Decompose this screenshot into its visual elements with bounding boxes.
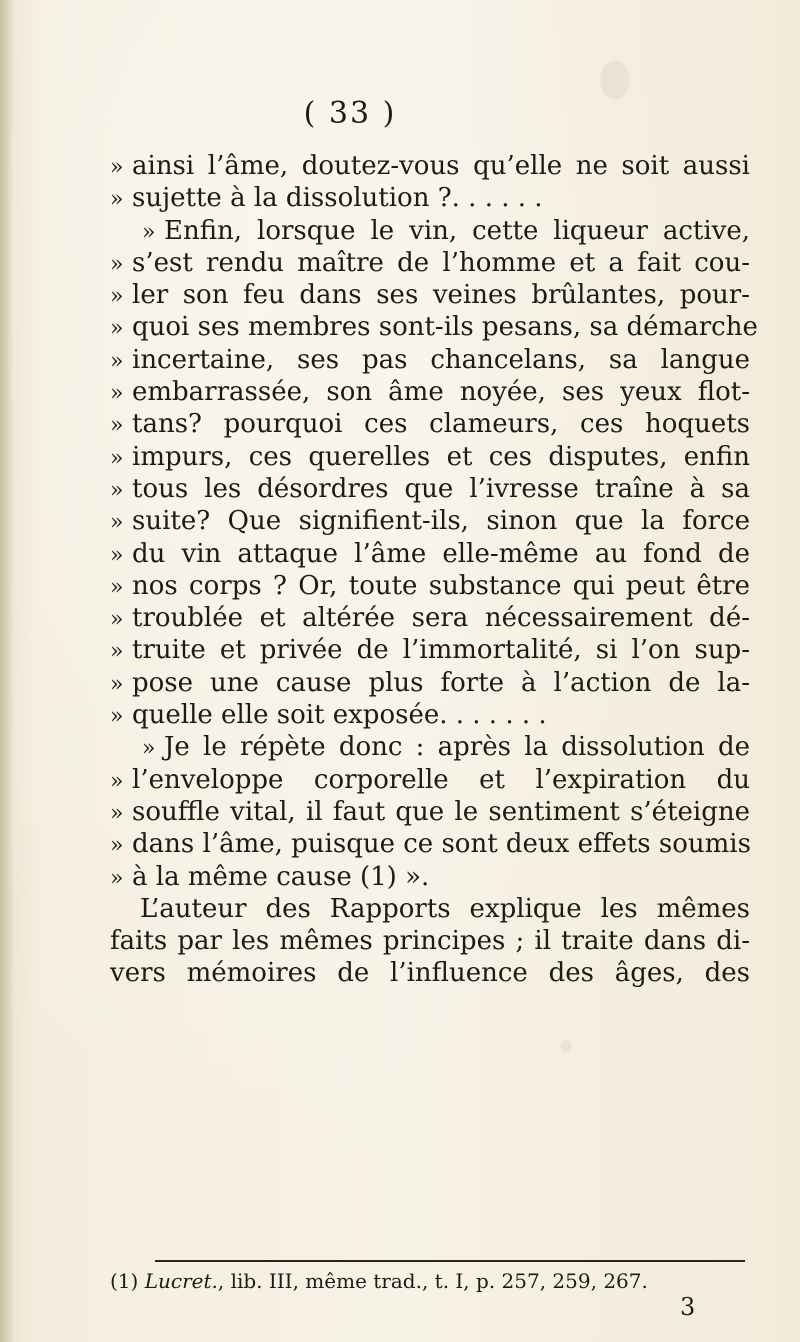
quote-mark: » bbox=[110, 768, 124, 794]
text-line bbox=[110, 182, 750, 214]
body-text bbox=[110, 150, 758, 990]
footnote-author: Lucret. bbox=[144, 1269, 218, 1293]
quote-mark: » bbox=[110, 381, 124, 407]
quote-mark: » bbox=[110, 671, 124, 697]
quote-mark: » bbox=[110, 155, 124, 180]
text-line bbox=[110, 408, 750, 440]
quote-mark: » bbox=[142, 219, 156, 245]
text-line bbox=[110, 731, 750, 763]
text-line bbox=[110, 893, 750, 925]
paper-stain bbox=[600, 60, 630, 100]
quote-mark: » bbox=[110, 187, 124, 213]
signature-mark: 3 bbox=[680, 1293, 696, 1321]
footnote bbox=[110, 1268, 750, 1294]
quote-mark: » bbox=[110, 574, 124, 600]
line-text: pose une cause plus forte à l’action de la- bbox=[132, 667, 750, 698]
text-line bbox=[110, 667, 750, 699]
text-line bbox=[110, 861, 750, 893]
quote-mark: » bbox=[110, 510, 124, 536]
quote-mark: » bbox=[110, 348, 124, 374]
text-line bbox=[110, 925, 750, 957]
quote-mark: » bbox=[110, 413, 124, 439]
line-text: dans l’âme, puisque ce sont deux effets soumis bbox=[132, 829, 751, 860]
line-text: tous les désordres que l’ivresse traîne à sa bbox=[132, 473, 750, 504]
line-text: sujette à la dissolution ?. . . . . . bbox=[132, 183, 543, 214]
quote-mark: » bbox=[110, 607, 124, 633]
footnote-reference: , lib. III, même trad., t. I, p. 257, 259, 267. bbox=[217, 1269, 648, 1293]
quote-mark: » bbox=[110, 284, 124, 310]
text-line bbox=[110, 538, 750, 570]
text-line bbox=[110, 344, 750, 376]
text-line bbox=[110, 247, 750, 279]
line-text: ainsi l’âme, doutez-vous qu’elle ne soit aussi bbox=[132, 151, 750, 181]
line-text: l’enveloppe corporelle et l’expiration du bbox=[132, 764, 750, 795]
line-text: embarrassée, son âme noyée, ses yeux flot- bbox=[132, 377, 750, 408]
text-line bbox=[110, 473, 750, 505]
line-text: nos corps ? Or, toute substance qui peut être bbox=[132, 570, 750, 601]
line-text: souffle vital, il faut que le sentiment s’éteigne bbox=[132, 796, 750, 827]
text-line bbox=[110, 602, 750, 634]
line-text: du vin attaque l’âme elle-même au fond de bbox=[132, 538, 750, 569]
line-text: impurs, ces querelles et ces disputes, enfin bbox=[132, 441, 750, 472]
line-text: L’auteur des Rapports explique les mêmes bbox=[140, 893, 750, 924]
page-number: ( 33 ) bbox=[303, 96, 397, 131]
quote-mark: » bbox=[110, 477, 124, 503]
quote-mark: » bbox=[110, 800, 124, 826]
text-line bbox=[110, 796, 750, 828]
line-text: ler son feu dans ses veines brûlantes, pour- bbox=[132, 280, 750, 311]
text-line bbox=[110, 441, 750, 473]
text-line bbox=[110, 376, 750, 408]
footnote-rule bbox=[155, 1260, 745, 1262]
line-text: truite et privée de l’immortalité, si l’on sup- bbox=[132, 635, 750, 666]
line-text: faits par les mêmes principes ; il traite dans di- bbox=[110, 926, 750, 957]
binding-shadow bbox=[0, 0, 14, 1342]
quote-mark: » bbox=[110, 542, 124, 568]
line-text: troublée et altérée sera nécessairement dé- bbox=[132, 603, 750, 634]
text-line bbox=[110, 957, 750, 989]
line-text: à la même cause (1) ». bbox=[132, 861, 430, 892]
quote-mark: » bbox=[110, 833, 124, 859]
quote-mark: » bbox=[110, 316, 124, 342]
footnote-marker: (1) bbox=[110, 1269, 139, 1293]
line-text: tans? pourquoi ces clameurs, ces hoquets bbox=[132, 409, 750, 440]
text-line bbox=[110, 311, 758, 343]
text-line bbox=[110, 279, 750, 311]
line-text: incertaine, ses pas chancelans, sa langue bbox=[132, 344, 750, 375]
line-text: Enfin, lorsque le vin, cette liqueur active, bbox=[164, 215, 750, 246]
text-line bbox=[110, 215, 750, 247]
line-text: Je le répète donc : après la dissolution de bbox=[164, 732, 750, 763]
paper-stain bbox=[560, 1040, 572, 1052]
quote-mark: » bbox=[110, 251, 124, 277]
quote-mark: » bbox=[110, 445, 124, 471]
text-line bbox=[110, 764, 750, 796]
text-line bbox=[110, 699, 750, 731]
line-text: vers mémoires de l’influence des âges, des bbox=[110, 958, 750, 989]
text-line bbox=[110, 570, 750, 602]
line-text: quoi ses membres sont-ils pesans, sa démarche bbox=[132, 312, 758, 343]
quote-mark: » bbox=[110, 865, 124, 891]
line-text: suite? Que signifient-ils, sinon que la force bbox=[132, 506, 750, 537]
quote-mark: » bbox=[142, 736, 156, 762]
line-text: quelle elle soit exposée. . . . . . . bbox=[132, 700, 547, 731]
text-line bbox=[110, 634, 750, 666]
text-line bbox=[110, 505, 750, 537]
text-line bbox=[110, 150, 750, 182]
quote-mark: » bbox=[110, 639, 124, 665]
line-text: s’est rendu maître de l’homme et a fait cou- bbox=[132, 247, 750, 278]
text-line bbox=[110, 828, 750, 860]
quote-mark: » bbox=[110, 704, 124, 730]
